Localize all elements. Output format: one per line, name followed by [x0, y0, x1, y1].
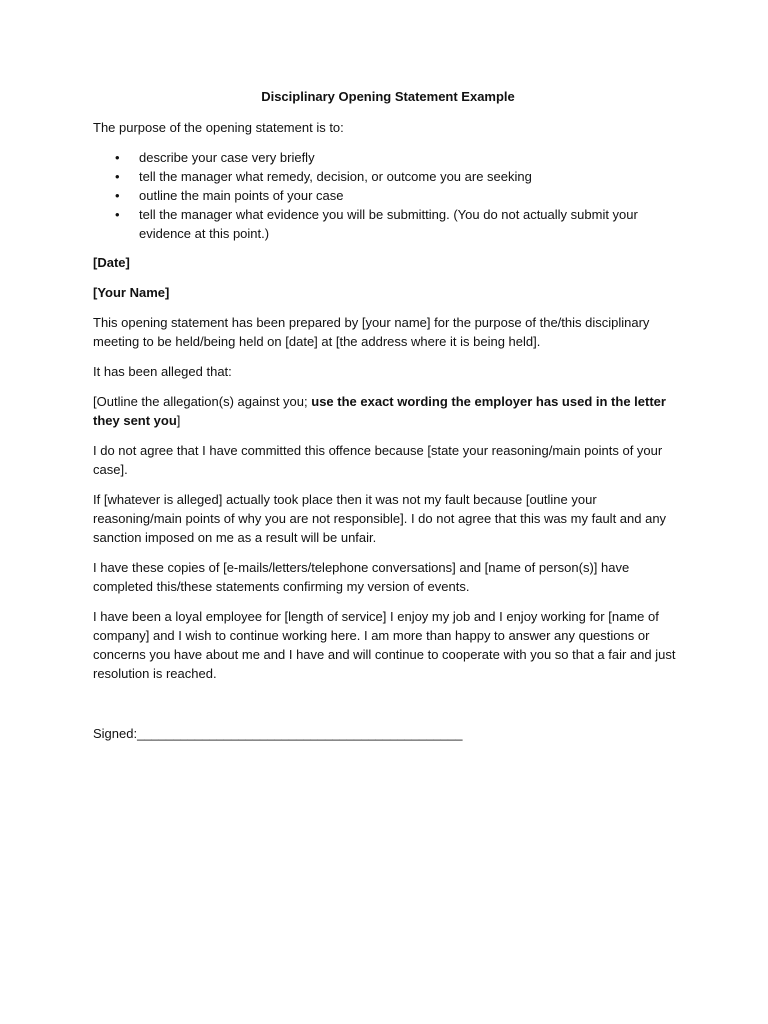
signature-line: Signed:_____________________________________________ [93, 726, 463, 741]
list-item-text: outline the main points of your case [139, 188, 344, 203]
spacer [93, 694, 683, 724]
list-item [93, 186, 683, 205]
list-item [93, 167, 683, 186]
prepared-paragraph: This opening statement has been prepared by [your name] for the purpose of the/this disciplinary meeting to be held/being held on [date] at [the address where it is being held]. [93, 315, 650, 349]
list-item [93, 205, 683, 243]
alleged-paragraph: It has been alleged that: [93, 364, 232, 379]
list-item-text: tell the manager what remedy, decision, or outcome you are seeking [139, 169, 532, 184]
name-placeholder: [Your Name] [93, 285, 170, 300]
allegation-text: [Outline the allegation(s) against you; [93, 394, 312, 409]
copies-paragraph: I have these copies of [e-mails/letters/telephone conversations] and [name of person(s)] have completed this/these statements confirming my version of events. [93, 560, 630, 594]
bullet-icon: • [115, 188, 120, 203]
date-placeholder: [Date] [93, 255, 130, 270]
intro-text: The purpose of the opening statement is to: [93, 120, 344, 135]
allegation-close: ] [176, 413, 181, 428]
allegation-instruction: use the exact wording the employer has used in the letter they sent you [93, 394, 666, 428]
list-item [93, 148, 683, 167]
list-item-text: tell the manager what evidence you will be submitting. (You do not actually submit your evidence at this point.) [139, 207, 638, 241]
document-title: Disciplinary Opening Statement Example [261, 89, 515, 104]
fault-paragraph: If [whatever is alleged] actually took place then it was not my fault because [outline your reasoning/main points of why you are not responsible]. I do not agree that this was my fault and any sanction imposed on me as a result will be unfair. [93, 492, 667, 545]
disagree-paragraph: I do not agree that I have committed this offence because [state your reasoning/main points of your case]. [93, 443, 663, 477]
bullet-icon: • [115, 169, 120, 184]
allegation-paragraph [93, 392, 683, 430]
document-page [93, 87, 683, 754]
bullet-icon: • [115, 207, 120, 222]
list-item-text: describe your case very briefly [139, 150, 315, 165]
purpose-list [93, 148, 683, 243]
bullet-icon: • [115, 150, 120, 165]
loyal-paragraph: I have been a loyal employee for [length of service] I enjoy my job and I enjoy working for [name of company] and I wish to continue working here. I am more than happy to answer any questions or concerns you have about me and I have and will continue to cooperate with you so that a fair and just resolution is reached. [93, 609, 676, 681]
